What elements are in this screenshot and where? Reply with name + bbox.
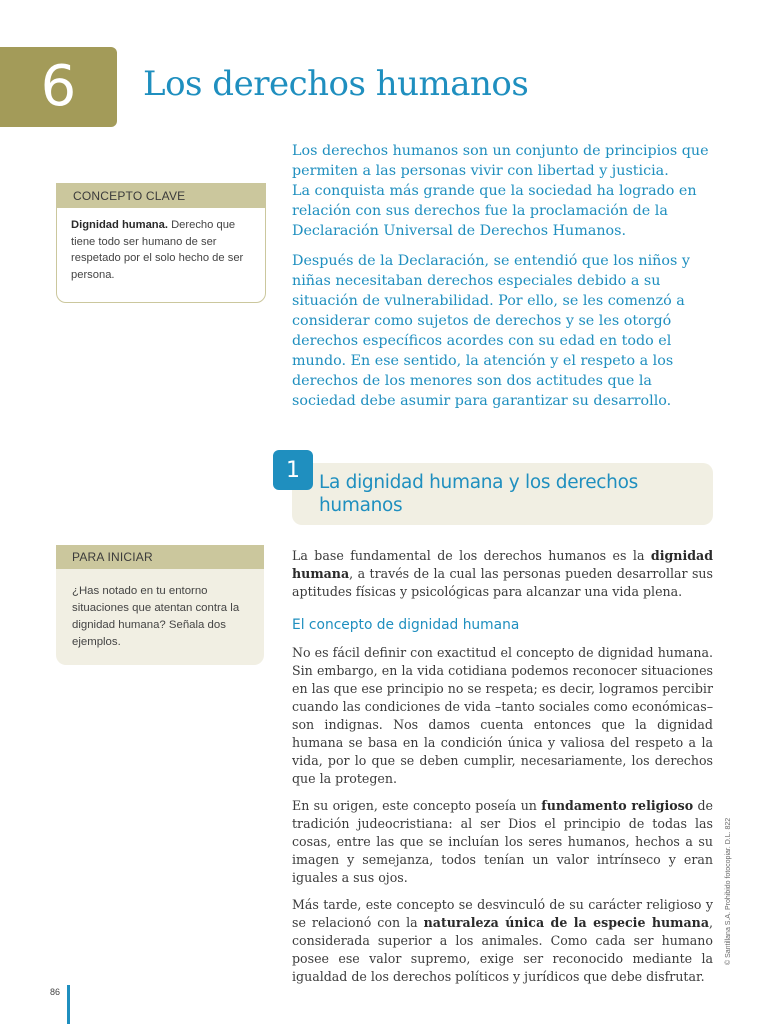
para-iniciar-question: ¿Has notado en tu entorno situaciones que atentan contra la dignidad humana? Señala dos ejemplos. <box>72 585 240 648</box>
intro-sentence-1: Los derechos humanos son un conjunto de principios que permiten a las personas vivir con libertad y justicia. <box>292 143 709 179</box>
body-paragraph-4 <box>292 896 713 986</box>
concepto-clave-definition: Derecho que tiene todo ser humano de ser respetado por el solo hecho de ser persona. <box>71 219 244 281</box>
section-number-badge: 1 <box>273 450 313 490</box>
concepto-clave-term: Dignidad humana. <box>71 219 168 231</box>
copyright-notice: © Santillana S.A. Prohibido fotocopiar. D.L. 822 <box>725 817 732 965</box>
p3-text: En su origen, este concepto poseía un <box>292 798 542 813</box>
body-paragraph-2: No es fácil definir con exactitud el concepto de dignidad humana. Sin embargo, en la vida cotidiana podemos reconocer situaciones en las que ese principio no se respeta; es decir, logramos percibir cuando las condiciones de vida –tanto sociales como económicas– son indignas. Nos damos cuenta entonces que la dignidad humana se basa en la condición única y valiosa del respeto a la vida, por lo que se deben cumplir, necesariamente, los derechos que la protegen. <box>292 645 713 786</box>
body-paragraph-3 <box>292 797 713 887</box>
concepto-clave-body <box>57 208 265 295</box>
p1-text: La base fundamental de los derechos humanos es la <box>292 548 651 563</box>
p1-text-end: , a través de la cual las personas pueden desarrollar sus aptitudes físicas y psicológicas para alcanzar una vida plena. <box>292 566 713 599</box>
chapter-title: Los derechos humanos <box>143 64 529 104</box>
section-body <box>292 547 713 995</box>
p3-bold: fundamento religioso <box>541 798 694 813</box>
intro-paragraph-2: Después de la Declaración, se entendió que los niños y niñas necesitaban derechos especiales debido a su situación de vulnerabilidad. Por ello, se les comenzó a considerar como sujetos de derechos y se les otorgó derechos específicos acordes con su edad en todo el mundo. En ese sentido, la atención y el respeto a los derechos de los menores son dos actitudes que la sociedad debe asumir para garantizar su desarrollo. <box>292 253 690 409</box>
section-title: La dignidad humana y los derechos humanos <box>319 472 638 516</box>
para-iniciar-box <box>56 545 264 665</box>
p4-text: Más tarde, este concepto se desvinculó de su carácter religioso y se relacionó con la <box>292 897 713 930</box>
para-iniciar-header: PARA INICIAR <box>56 545 264 569</box>
intro-sentence-2: La conquista más grande que la sociedad ha logrado en relación con sus derechos fue la proclamación de la Declaración Universal de Derechos Humanos. <box>292 183 697 239</box>
p4-bold: naturaleza única de la especie humana <box>423 915 709 930</box>
concepto-clave-box <box>56 183 266 303</box>
p1-bold: dignidad humana <box>292 548 713 581</box>
chapter-number: 6 <box>40 54 77 119</box>
page-number: 86 <box>50 987 61 997</box>
chapter-number-box <box>0 47 117 127</box>
concepto-clave-header: CONCEPTO CLAVE <box>57 184 265 208</box>
intro-paragraph <box>292 141 712 241</box>
p3-text-end: de tradición judeocristiana: al ser Dios el principio de todas las cosas, entre las que se incluían los seres humanos, hechos a su imagen y semejanza, todos tenían un valor intrínseco y eran iguales a sus ojos. <box>292 798 713 885</box>
intro-text <box>292 141 712 421</box>
page-number-rule <box>67 985 70 1024</box>
body-paragraph-1 <box>292 547 713 601</box>
subheading: El concepto de dignidad humana <box>292 617 520 633</box>
p4-text-end: , considerada superior a los animales. Como cada ser humano posee ese valor supremo, exige ser reconocido mediante la igualdad de los derechos políticos y jurídicos que debe disfrutar. <box>292 915 713 984</box>
